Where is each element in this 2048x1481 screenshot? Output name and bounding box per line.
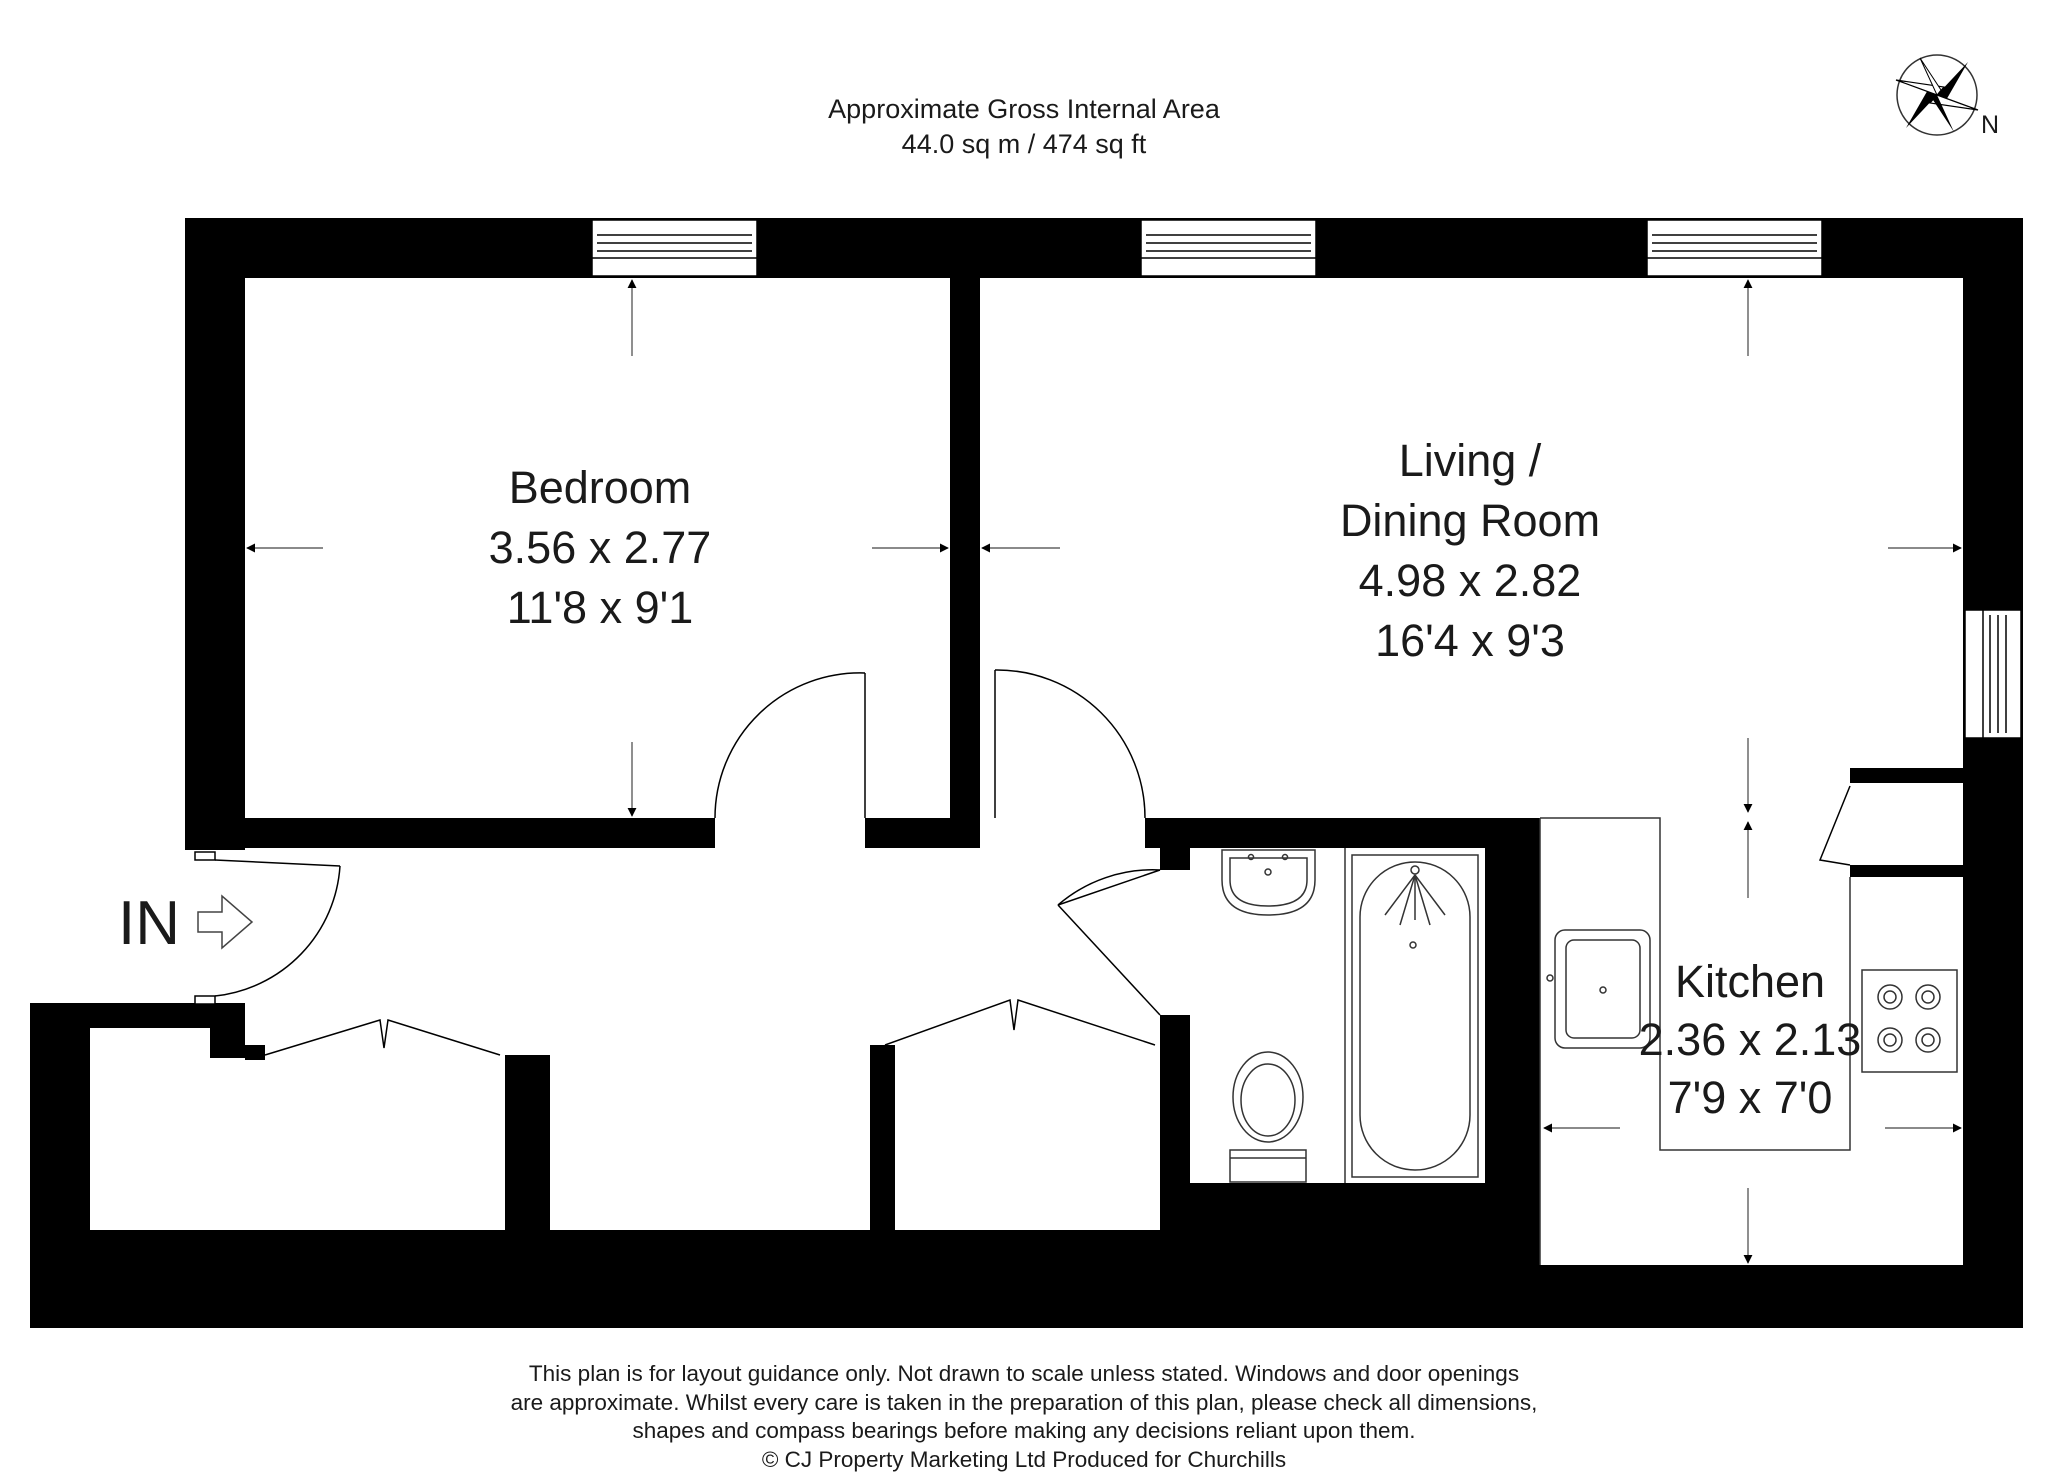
room-name: Bedroom: [508, 462, 692, 513]
disclaimer-line: This plan is for layout guidance only. Not drawn to scale unless stated. Windows and door openings: [528, 1361, 1520, 1386]
room-imperial: 16'4 x 9'3: [1375, 615, 1565, 666]
room-living-dining: [1270, 431, 1670, 671]
room-imperial: 11'8 x 9'1: [506, 582, 694, 633]
room-metric: 2.36 x 2.13: [1638, 1014, 1862, 1065]
room-metric: 3.56 x 2.77: [488, 522, 712, 573]
disclaimer: [0, 1360, 2048, 1474]
room-name: Kitchen: [1674, 956, 1826, 1007]
disclaimer-line: shapes and compass bearings before making any decisions reliant upon them.: [632, 1418, 1416, 1443]
compass-north-label: N: [1981, 111, 2000, 139]
room-name-line1: Living /: [1398, 435, 1542, 486]
disclaimer-line: are approximate. Whilst every care is taken in the preparation of this plan, please check all dimensions,: [510, 1389, 1538, 1415]
room-kitchen: [1600, 953, 1900, 1127]
bath-icon: [1345, 848, 1478, 1183]
basin-icon: [1222, 850, 1315, 915]
room-imperial: 7'9 x 7'0: [1667, 1072, 1833, 1123]
room-bedroom: [420, 458, 780, 638]
copyright-line: © CJ Property Marketing Ltd Produced for Churchills: [761, 1446, 1287, 1472]
entrance-arrow-icon: [198, 896, 252, 948]
toilet-icon: [1230, 1052, 1306, 1182]
entrance-label: IN: [118, 889, 180, 958]
area-value: 44.0 sq m / 474 sq ft: [901, 129, 1147, 159]
area-title: Approximate Gross Internal Area: [828, 94, 1220, 124]
walls: [30, 218, 2023, 1328]
room-name-line2: Dining Room: [1339, 495, 1601, 546]
room-metric: 4.98 x 2.82: [1358, 555, 1582, 606]
